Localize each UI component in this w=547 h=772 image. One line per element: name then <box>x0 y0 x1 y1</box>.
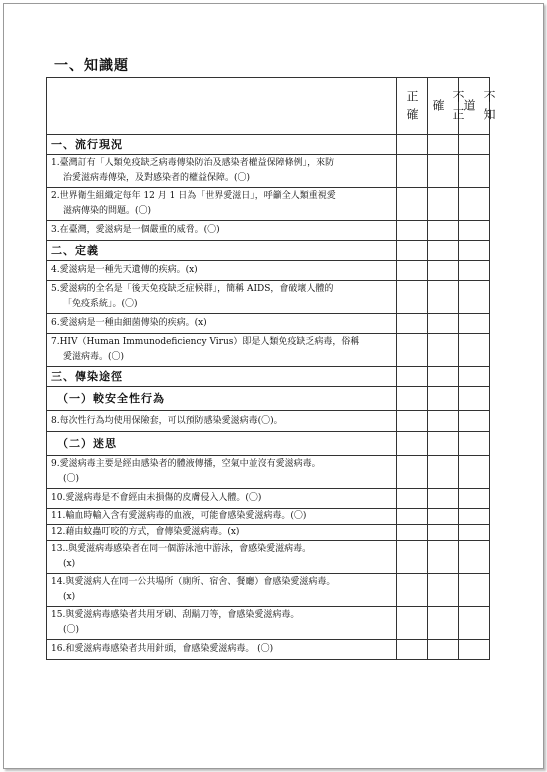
row-text-continued: 治愛滋病毒傳染，及對感染者的權益保障。(〇) <box>63 173 251 183</box>
question-row <box>47 261 490 281</box>
row-text-continued: (〇) <box>63 625 80 635</box>
header-correct: 正確 <box>397 78 428 135</box>
answer-incorrect-cell[interactable] <box>428 188 459 221</box>
answer-dont-know-cell[interactable] <box>459 281 490 314</box>
subsection-row <box>47 432 490 456</box>
question-text <box>47 188 397 221</box>
section-title <box>47 135 397 155</box>
section-row <box>47 135 490 155</box>
answer-incorrect-cell[interactable] <box>428 261 459 281</box>
answer-incorrect-cell <box>428 367 459 387</box>
answer-correct-cell <box>397 241 428 261</box>
question-text <box>47 221 397 241</box>
answer-correct-cell[interactable] <box>397 456 428 489</box>
row-text: 11.輸血時輸入含有愛滋病毒的血液，可能會感染愛滋病毒。(〇) <box>51 511 307 521</box>
answer-correct-cell[interactable] <box>397 314 428 334</box>
answer-correct-cell <box>397 135 428 155</box>
row-text: 2.世界衛生組織定每年 12 月 1 日為「世界愛滋日」，呼籲全人類重視愛 <box>51 191 336 201</box>
question-text <box>47 574 397 607</box>
row-text-continued: (〇) <box>63 474 80 484</box>
answer-dont-know-cell[interactable] <box>459 411 490 432</box>
answer-incorrect-cell[interactable] <box>428 640 459 660</box>
question-row <box>47 281 490 314</box>
question-row <box>47 411 490 432</box>
answer-incorrect-cell <box>428 135 459 155</box>
answer-dont-know-cell[interactable] <box>459 640 490 660</box>
row-text: 12.藉由蚊蟲叮咬的方式，會傳染愛滋病毒。(x) <box>51 527 240 537</box>
row-text: 14.與愛滋病人在同一公共場所（廁所、宿舍、餐廳）會感染愛滋病毒。 <box>51 577 336 587</box>
row-text: （二）迷思 <box>57 437 117 450</box>
question-row <box>47 314 490 334</box>
section-title <box>47 387 397 411</box>
answer-incorrect-cell[interactable] <box>428 541 459 574</box>
row-text: 9.愛滋病毒主要是經由感染者的體液傳播，空氣中並沒有愛滋病毒。 <box>51 459 321 469</box>
section-heading: 一、知識題 <box>54 58 129 74</box>
answer-correct-cell[interactable] <box>397 489 428 509</box>
row-text: 5.愛滋病的全名是「後天免疫缺乏症候群」，簡稱 AIDS，會破壞人體的 <box>51 284 334 294</box>
answer-dont-know-cell <box>459 241 490 261</box>
row-text: 6.愛滋病是一種由細菌傳染的疾病。(x) <box>51 318 207 328</box>
answer-incorrect-cell[interactable] <box>428 411 459 432</box>
question-row <box>47 541 490 574</box>
row-text-continued: (x) <box>63 559 76 569</box>
question-text <box>47 334 397 367</box>
question-text <box>47 411 397 432</box>
answer-incorrect-cell[interactable] <box>428 574 459 607</box>
answer-incorrect-cell[interactable] <box>428 334 459 367</box>
row-text-continued: (x) <box>63 592 76 602</box>
answer-dont-know-cell[interactable] <box>459 607 490 640</box>
answer-incorrect-cell <box>428 432 459 456</box>
answer-incorrect-cell <box>428 387 459 411</box>
answer-incorrect-cell <box>428 241 459 261</box>
header-incorrect: 不正確 <box>428 78 459 135</box>
answer-dont-know-cell[interactable] <box>459 509 490 525</box>
question-text <box>47 489 397 509</box>
question-row <box>47 525 490 541</box>
answer-dont-know-cell[interactable] <box>459 574 490 607</box>
answer-correct-cell[interactable] <box>397 541 428 574</box>
question-row <box>47 509 490 525</box>
row-text: 二、定義 <box>51 244 99 257</box>
answer-incorrect-cell[interactable] <box>428 155 459 188</box>
row-text: 15.與愛滋病毒感染者共用牙刷、刮鬍刀等，會感染愛滋病毒。 <box>51 610 300 620</box>
question-text <box>47 281 397 314</box>
answer-dont-know-cell[interactable] <box>459 456 490 489</box>
answer-dont-know-cell[interactable] <box>459 525 490 541</box>
question-row <box>47 574 490 607</box>
answer-correct-cell <box>397 432 428 456</box>
question-row <box>47 188 490 221</box>
row-text: 一、流行現況 <box>51 138 123 151</box>
row-text-continued: 「免疫系統」。(〇) <box>63 299 138 309</box>
answer-dont-know-cell[interactable] <box>459 541 490 574</box>
answer-correct-cell[interactable] <box>397 281 428 314</box>
question-row <box>47 607 490 640</box>
answer-correct-cell[interactable] <box>397 411 428 432</box>
row-text: 1.臺灣訂有「人類免疫缺乏病毒傳染防治及感染者權益保障條例」，來防 <box>51 158 335 168</box>
answer-incorrect-cell[interactable] <box>428 221 459 241</box>
answer-correct-cell[interactable] <box>397 261 428 281</box>
answer-correct-cell[interactable] <box>397 607 428 640</box>
question-text <box>47 261 397 281</box>
answer-correct-cell[interactable] <box>397 574 428 607</box>
answer-correct-cell <box>397 387 428 411</box>
question-text <box>47 607 397 640</box>
knowledge-quiz-table <box>46 77 496 660</box>
row-text: 16.和愛滋病毒感染者共用針頭，會感染愛滋病毒。 (〇) <box>51 644 274 654</box>
answer-incorrect-cell[interactable] <box>428 607 459 640</box>
question-row <box>47 334 490 367</box>
answer-dont-know-cell <box>459 135 490 155</box>
row-text: 三、傳染途徑 <box>51 370 123 383</box>
row-text-continued: 滋病傳染的問題。(〇) <box>63 206 152 216</box>
answer-incorrect-cell[interactable] <box>428 281 459 314</box>
question-text <box>47 456 397 489</box>
row-text: 3.在臺灣，愛滋病是一個嚴重的威脅。(〇) <box>51 225 220 235</box>
section-title <box>47 241 397 261</box>
answer-dont-know-cell[interactable] <box>459 489 490 509</box>
row-text: （一）較安全性行為 <box>57 392 165 405</box>
question-text <box>47 155 397 188</box>
question-text <box>47 314 397 334</box>
section-title <box>47 367 397 387</box>
answer-dont-know-cell[interactable] <box>459 314 490 334</box>
answer-correct-cell[interactable] <box>397 188 428 221</box>
answer-dont-know-cell <box>459 432 490 456</box>
answer-dont-know-cell[interactable] <box>459 188 490 221</box>
section-row <box>47 367 490 387</box>
section-title <box>47 432 397 456</box>
row-text: 7.HIV（Human Immunodeficiency Virus）即是人類免疫缺乏病毒，俗稱 <box>51 337 360 347</box>
subsection-row <box>47 387 490 411</box>
question-text <box>47 640 397 660</box>
answer-dont-know-cell <box>459 367 490 387</box>
row-text: 4.愛滋病是一種先天遺傳的疾病。(x) <box>51 265 198 275</box>
answer-dont-know-cell[interactable] <box>459 261 490 281</box>
answer-dont-know-cell <box>459 387 490 411</box>
answer-dont-know-cell[interactable] <box>459 221 490 241</box>
answer-correct-cell[interactable] <box>397 640 428 660</box>
answer-correct-cell[interactable] <box>397 221 428 241</box>
question-text <box>47 509 397 525</box>
question-row <box>47 155 490 188</box>
question-row <box>47 489 490 509</box>
answer-correct-cell[interactable] <box>397 334 428 367</box>
section-row <box>47 241 490 261</box>
row-text: 8.每次性行為均使用保險套，可以預防感染愛滋病毒(〇)。 <box>51 415 283 426</box>
answer-dont-know-cell[interactable] <box>459 155 490 188</box>
question-row <box>47 456 490 489</box>
question-row <box>47 221 490 241</box>
table-header-row <box>47 78 490 135</box>
answer-incorrect-cell[interactable] <box>428 314 459 334</box>
row-text: 13..與愛滋病毒感染者在同一個游泳池中游泳，會感染愛滋病毒。 <box>51 544 312 554</box>
answer-incorrect-cell[interactable] <box>428 509 459 525</box>
header-blank-cell <box>47 78 397 135</box>
row-text-continued: 愛滋病毒。(〇) <box>63 352 125 362</box>
answer-correct-cell <box>397 367 428 387</box>
question-row <box>47 640 490 660</box>
row-text: 10.愛滋病毒是不會經由未損傷的皮膚侵入人體。(〇) <box>51 493 262 503</box>
answer-correct-cell[interactable] <box>397 525 428 541</box>
answer-correct-cell[interactable] <box>397 155 428 188</box>
answer-incorrect-cell[interactable] <box>428 525 459 541</box>
header-dont-know: 不知道 <box>459 78 490 135</box>
answer-dont-know-cell[interactable] <box>459 334 490 367</box>
answer-incorrect-cell[interactable] <box>428 456 459 489</box>
question-text <box>47 525 397 541</box>
question-text <box>47 541 397 574</box>
answer-correct-cell[interactable] <box>397 509 428 525</box>
answer-incorrect-cell[interactable] <box>428 489 459 509</box>
